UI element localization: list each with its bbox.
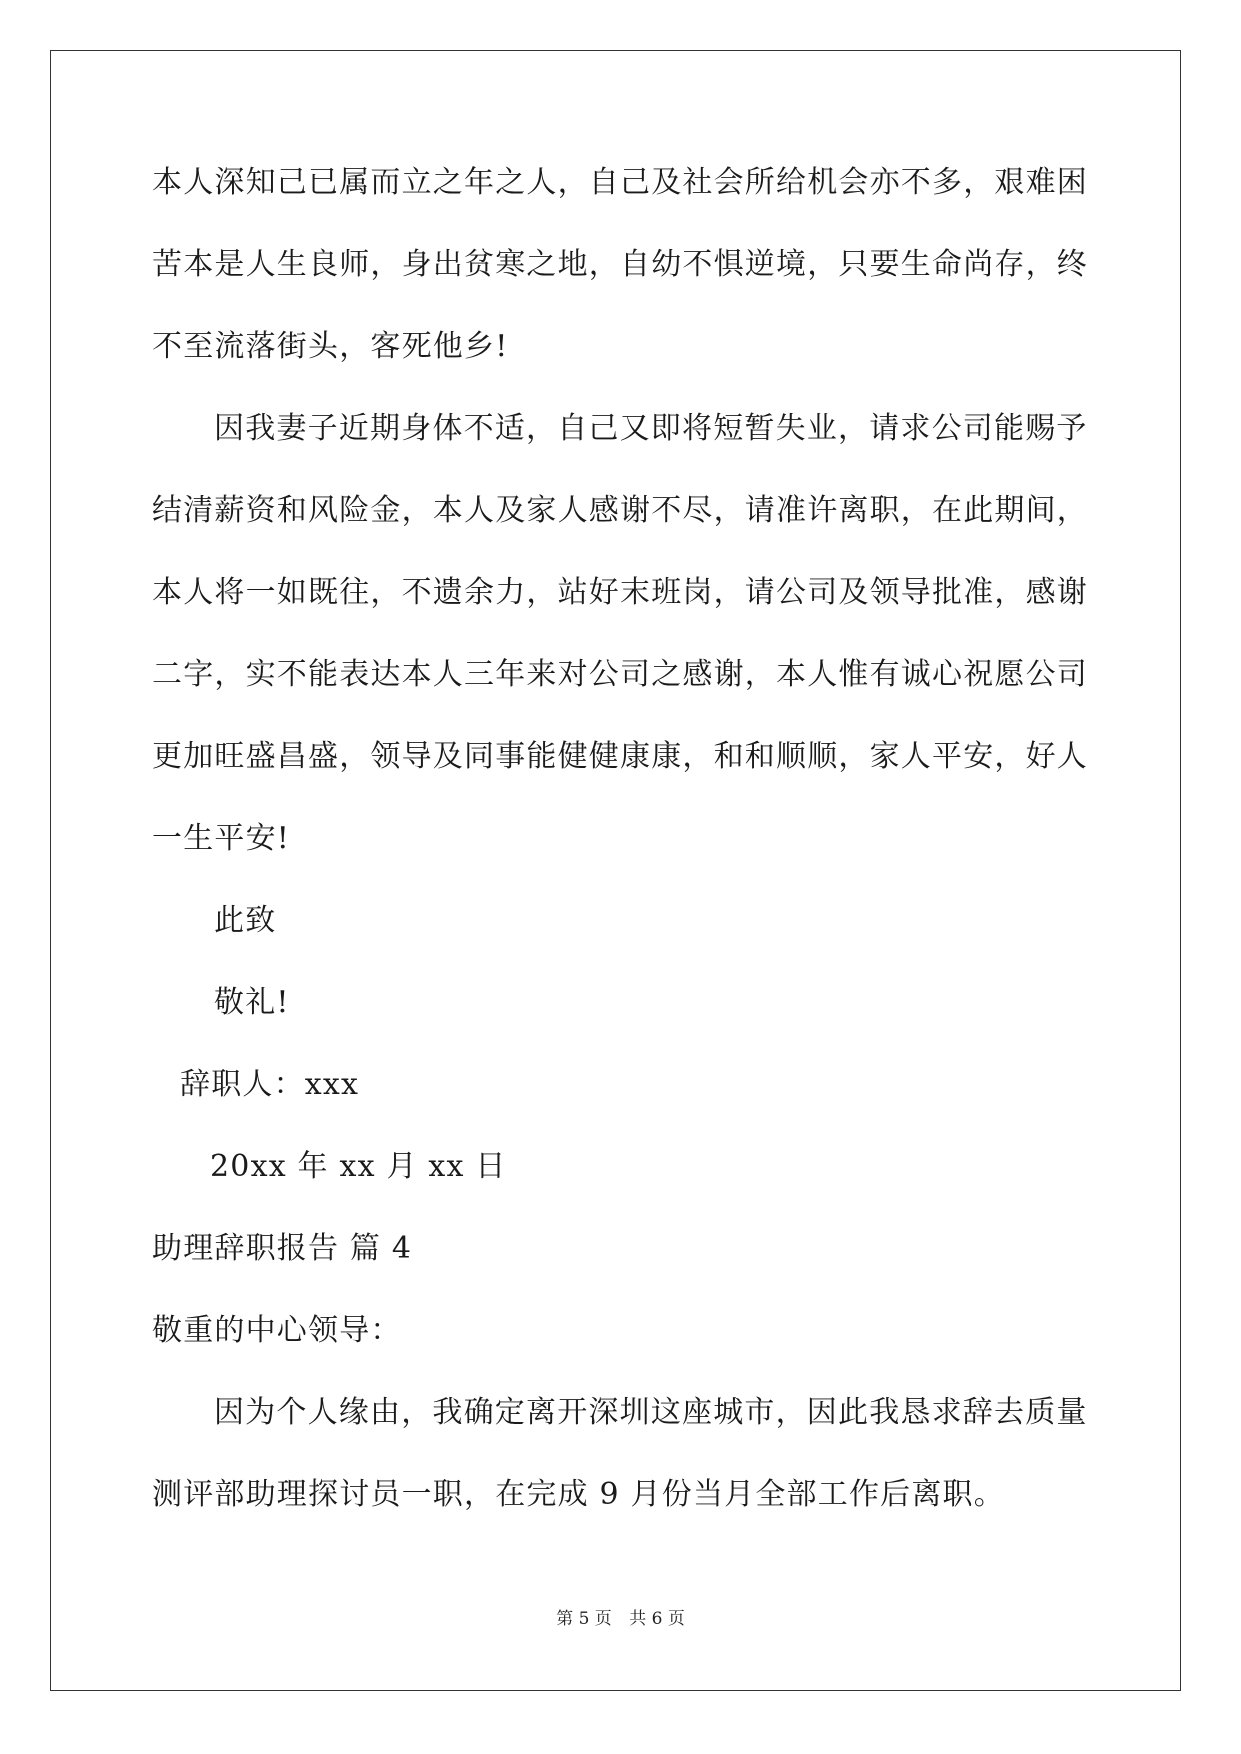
section-heading: 助理辞职报告 篇 4 xyxy=(152,1231,413,1266)
text-line: 苦本是人生良师，身出贫寒之地，自幼不惧逆境，只要生命尚存，终 xyxy=(152,247,1088,282)
text-line: 更加旺盛昌盛，领导及同事能健健康康，和和顺顺，家人平安，好人 xyxy=(152,739,1088,774)
text-line: 二字，实不能表达本人三年来对公司之感谢，本人惟有诚心祝愿公司 xyxy=(152,657,1088,692)
text-line: 测评部助理探讨员一职，在完成 9 月份当月全部工作后离职。 xyxy=(152,1477,1005,1512)
letter-greeting: 敬重的中心领导： xyxy=(152,1313,402,1348)
text-line: 不至流落街头，客死他乡! xyxy=(152,329,509,364)
signatory-line: 辞职人：xxx xyxy=(180,1067,360,1102)
closing-regards: 敬礼! xyxy=(214,985,290,1020)
page-border xyxy=(50,50,1181,1691)
closing-salutation: 此致 xyxy=(214,903,277,938)
text-line: 结清薪资和风险金，本人及家人感谢不尽，请准许离职，在此期间， xyxy=(152,493,1088,528)
page-total: 共 6 页 xyxy=(629,1609,685,1629)
text-line: 一生平安! xyxy=(152,821,291,856)
text-line: 因我妻子近期身体不适，自己又即将短暂失业，请求公司能赐予 xyxy=(214,411,1088,446)
text-line: 因为个人缘由，我确定离开深圳这座城市，因此我恳求辞去质量 xyxy=(214,1395,1088,1430)
page-footer xyxy=(0,1604,1241,1629)
text-line: 本人深知己已属而立之年之人，自己及社会所给机会亦不多，艰难困 xyxy=(152,165,1088,200)
text-line: 本人将一如既往，不遗余力，站好末班岗，请公司及领导批准，感谢 xyxy=(152,575,1088,610)
page-number: 第 5 页 xyxy=(556,1609,612,1629)
date-line: 20xx 年 xx 月 xx 日 xyxy=(210,1149,507,1184)
